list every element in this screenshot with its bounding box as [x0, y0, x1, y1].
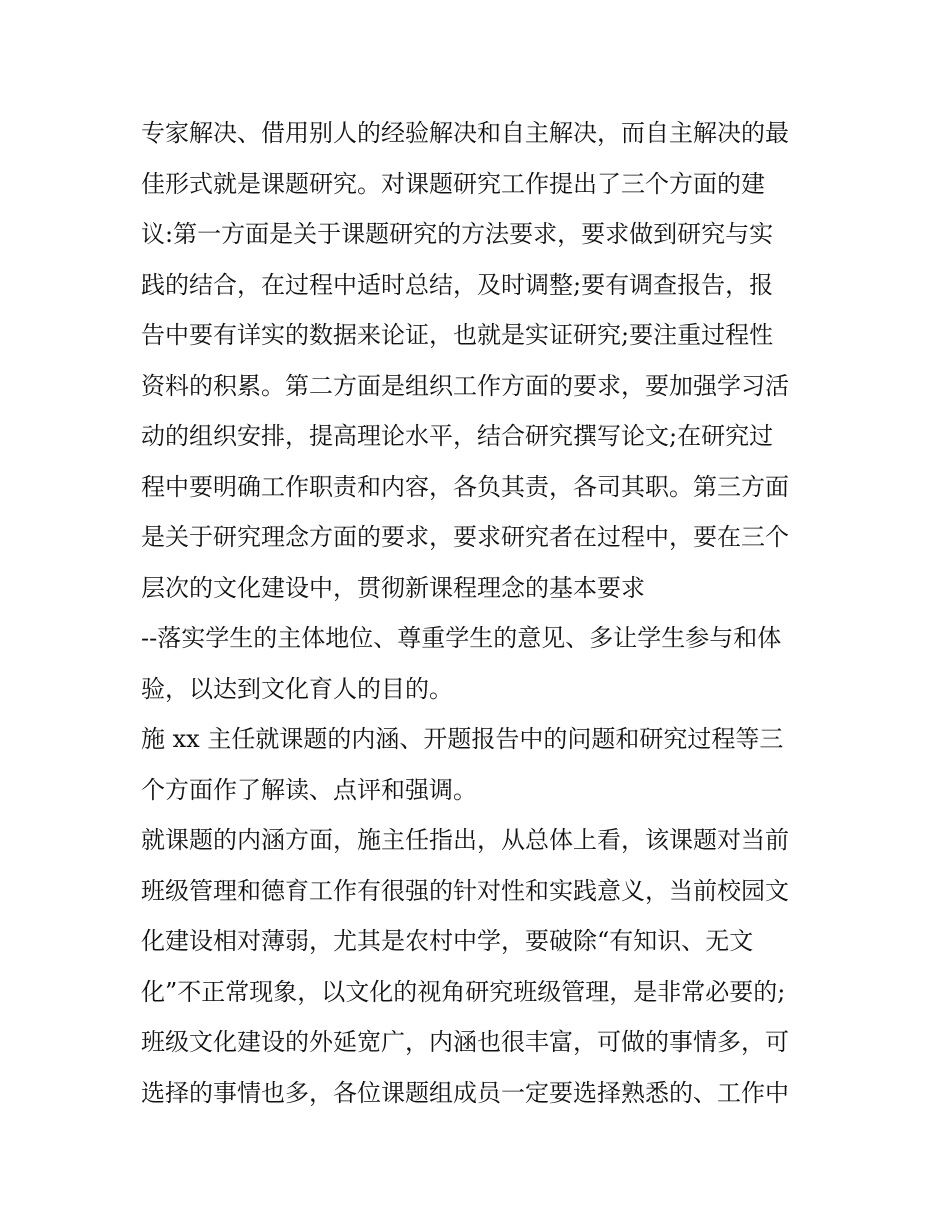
text-line: 班级管理和德育工作有很强的针对性和实践意义，当前校园文 — [141, 876, 789, 905]
text-line: 佳形式就是课题研究。对课题研究工作提出了三个方面的建 — [141, 169, 765, 198]
text-line: 是关于研究理念方面的要求，要求研究者在过程中，要在三个 — [141, 523, 789, 551]
text-line: 选择的事情也多，各位课题组成员一定要选择熟悉的、工作中 — [141, 1078, 789, 1107]
text-line: 个方面作了解读、点评和强调。 — [141, 775, 477, 804]
text-line: 程中要明确工作职责和内容，各负其责，各司其职。第三方面 — [141, 472, 789, 501]
text-line: 施 xx 主任就课题的内涵、开题报告中的问题和研究过程等三 — [141, 725, 784, 753]
text-line: 专家解决、借用别人的经验解决和自主解决，而自主解决的最 — [141, 119, 789, 147]
body-text — [141, 108, 821, 1118]
text-line: 验，以达到文化育人的目的。 — [141, 674, 453, 703]
text-line: 资料的积累。第二方面是组织工作方面的要求，要加强学习活 — [141, 371, 789, 400]
text-line: 就课题的内涵方面，施主任指出，从总体上看，该课题对当前 — [141, 826, 789, 854]
text-line: 告中要有详实的数据来论证，也就是实证研究;要注重过程性 — [141, 321, 774, 349]
text-line: 层次的文化建设中，贯彻新课程理念的基本要求 — [141, 573, 645, 602]
text-line: 践的结合，在过程中适时总结，及时调整;要有调查报告，报 — [141, 270, 774, 299]
text-line: 动的组织安排，提高理论水平，结合研究撰写论文;在研究过 — [141, 422, 774, 450]
text-line: 班级文化建设的外延宽广，内涵也很丰富，可做的事情多，可 — [141, 1028, 789, 1056]
text-line: 议:第一方面是关于课题研究的方法要求，要求做到研究与实 — [141, 220, 774, 248]
text-line: 化建设相对薄弱，尤其是农村中学，要破除“有知识、无文 — [141, 927, 754, 955]
text-line: --落实学生的主体地位、尊重学生的意见、多让学生参与和体 — [141, 624, 782, 652]
text-line: 化”不正常现象，以文化的视角研究班级管理，是非常必要的; — [141, 977, 786, 1006]
